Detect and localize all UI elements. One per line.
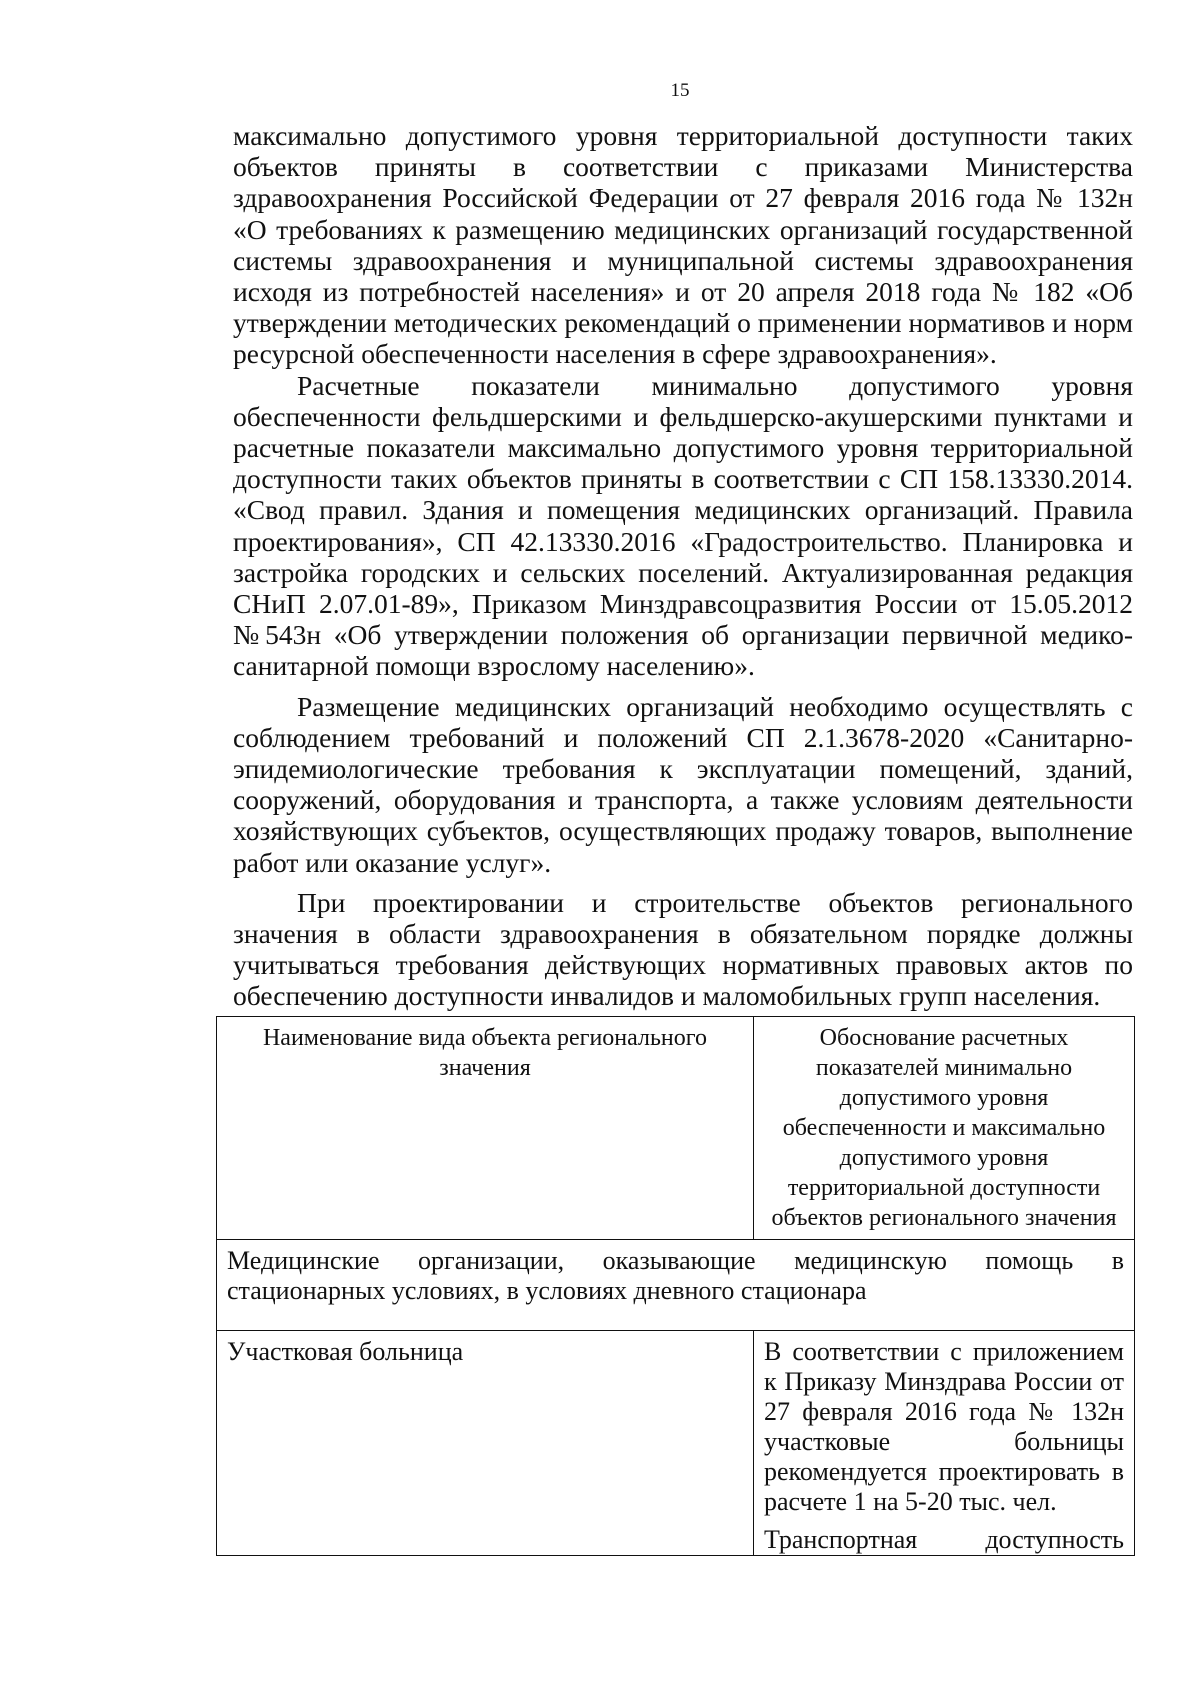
page-number: 15 [670,80,690,101]
row-justification-continuation: Транспортная доступность [764,1525,1124,1554]
header-object-name: Наименование вида объекта регионального значения [217,1017,754,1240]
paragraph-4: При проектировании и строительстве объектов регионального значения в области здравоохранения в обязательном порядке должны учитываться требования действующих нормативных правовых актов по обеспечению доступности инвалидов и маломобильных групп населения. [233,886,1133,1012]
row-justification-cell [754,1331,1135,1556]
table-header-row [217,1017,1135,1240]
body-text [233,120,1133,1012]
paragraph-2: Расчетные показатели минимально допустимого уровня обеспеченности фельдшерскими и фельдшерско-акушерскими пунктами и расчетные показатели максимально допустимого уровня территориальной доступности таких объектов приняты в соответствии с СП 158.13330.2014. «Свод правил. Здания и помещения медицинских организаций. Правила проектирования», СП 42.13330.2016 «Градостроительство. Планировка и застройка городских и сельских поселений. Актуализированная редакция СНиП 2.07.01-89», Приказом Минздравсоцразвития России от 15.05.2012 №543н «Об утверждении положения об организации первичной медико-санитарной помощи взрослому населению». [233,369,1133,682]
table-row [217,1331,1135,1556]
regional-objects-table [216,1016,1135,1556]
row-justification: В соответствии с приложением к Приказу Минздрава России от 27 февраля 2016 года № 132н участковые больницы рекомендуется проектировать в расчете 1 на 5-20 тыс. чел. [764,1337,1124,1516]
section-medical-organizations: Медицинские организации, оказывающие медицинскую помощь в стационарных условиях, в условиях дневного стационара [217,1240,1135,1331]
row-object-name: Участковая больница [217,1331,754,1556]
paragraph-3: Размещение медицинских организаций необходимо осуществлять с соблюдением требований и положений СП 2.1.3678-2020 «Санитарно-эпидемиологические требования к эксплуатации помещений, зданий, сооружений, оборудования и транспорта, а также условиям деятельности хозяйствующих субъектов, осуществляющих продажу товаров, выполнение работ или оказание услуг». [233,690,1133,878]
paragraph-1: максимально допустимого уровня территориальной доступности таких объектов приняты в соответствии с приказами Министерства здравоохранения Российской Федерации от 27 февраля 2016 года № 132н «О требованиях к размещению медицинских организаций государственной системы здравоохранения и муниципальной системы здравоохранения исходя из потребностей населения» и от 20 апреля 2018 года № 182 «Об утверждении методических рекомендаций о применении нормативов и норм ресурсной обеспеченности населения в сфере здравоохранения». [233,120,1133,370]
header-justification: Обоснование расчетных показателей минимально допустимого уровня обеспеченности и максимально допустимого уровня территориальной доступности объектов регионального значения [754,1017,1135,1240]
table-section-row [217,1240,1135,1331]
